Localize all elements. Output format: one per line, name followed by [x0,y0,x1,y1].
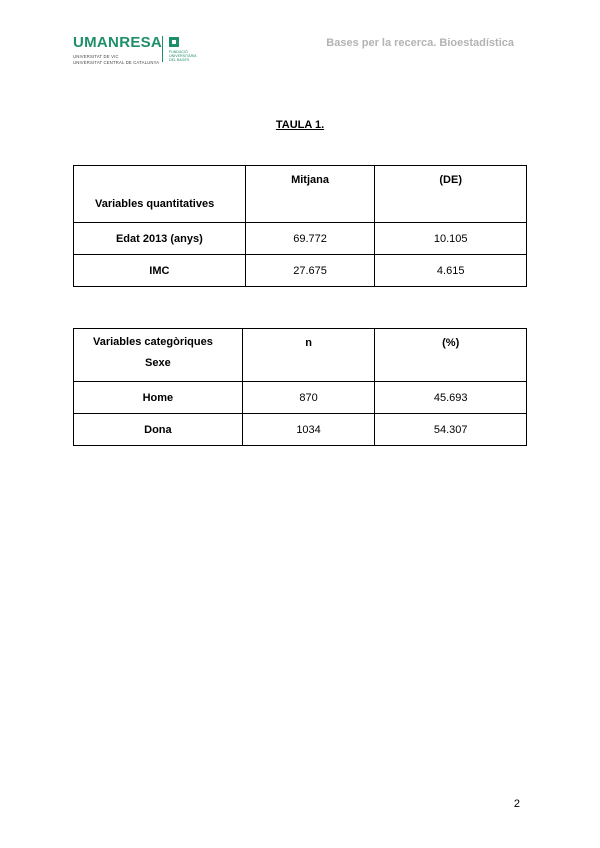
header-n-cell: n [242,329,375,382]
logo-badge-icon [169,37,179,47]
logo-subtitle-line1: UNIVERSITAT DE VIC [73,54,119,59]
umanresa-logo [73,34,203,68]
row-label: IMC [74,255,246,287]
logo-subtitle-line2: UNIVERSITAT CENTRAL DE CATALUNYA [73,60,160,65]
logo-divider [162,36,163,62]
logo-badge-line1: FUNDACIÓ [169,50,188,54]
table-row [74,255,527,287]
row-sd: 4.615 [375,255,527,287]
running-header: Bases per la recerca. Bioestadística [326,37,514,49]
table-title: TAULA 1. [275,119,325,131]
page-number: 2 [513,798,520,810]
logo-badge-line2: UNIVERSITÀRIA [169,54,197,58]
row-percent: 45.693 [375,382,527,414]
row-label: Edat 2013 (anys) [74,223,246,255]
header-sd-cell: (DE) [375,166,527,223]
header-variable-cell [74,329,243,382]
row-label: Home [74,382,243,414]
quantitative-variables-table [73,165,527,287]
row-n: 1034 [242,414,375,446]
row-sd: 10.105 [375,223,527,255]
row-label: Dona [74,414,243,446]
row-mean: 27.675 [245,255,375,287]
table-header-row [74,329,527,382]
table-row [74,223,527,255]
table-row [74,382,527,414]
row-mean: 69.772 [245,223,375,255]
table-row [74,414,527,446]
row-percent: 54.307 [375,414,527,446]
header-variable-cell: Variables quantitatives [74,166,246,223]
categorical-variables-table [73,328,527,446]
header-percent-cell: (%) [375,329,527,382]
logo-badge-line3: DEL BAGES [169,58,190,62]
logo-wordmark: UMANRESA [73,34,163,51]
table-header-row [74,166,527,223]
row-n: 870 [242,382,375,414]
header-variable-line1: Variables categòriques [93,336,213,348]
header-variable-line2: Sexe [145,357,171,369]
header-mean-cell: Mitjana [245,166,375,223]
